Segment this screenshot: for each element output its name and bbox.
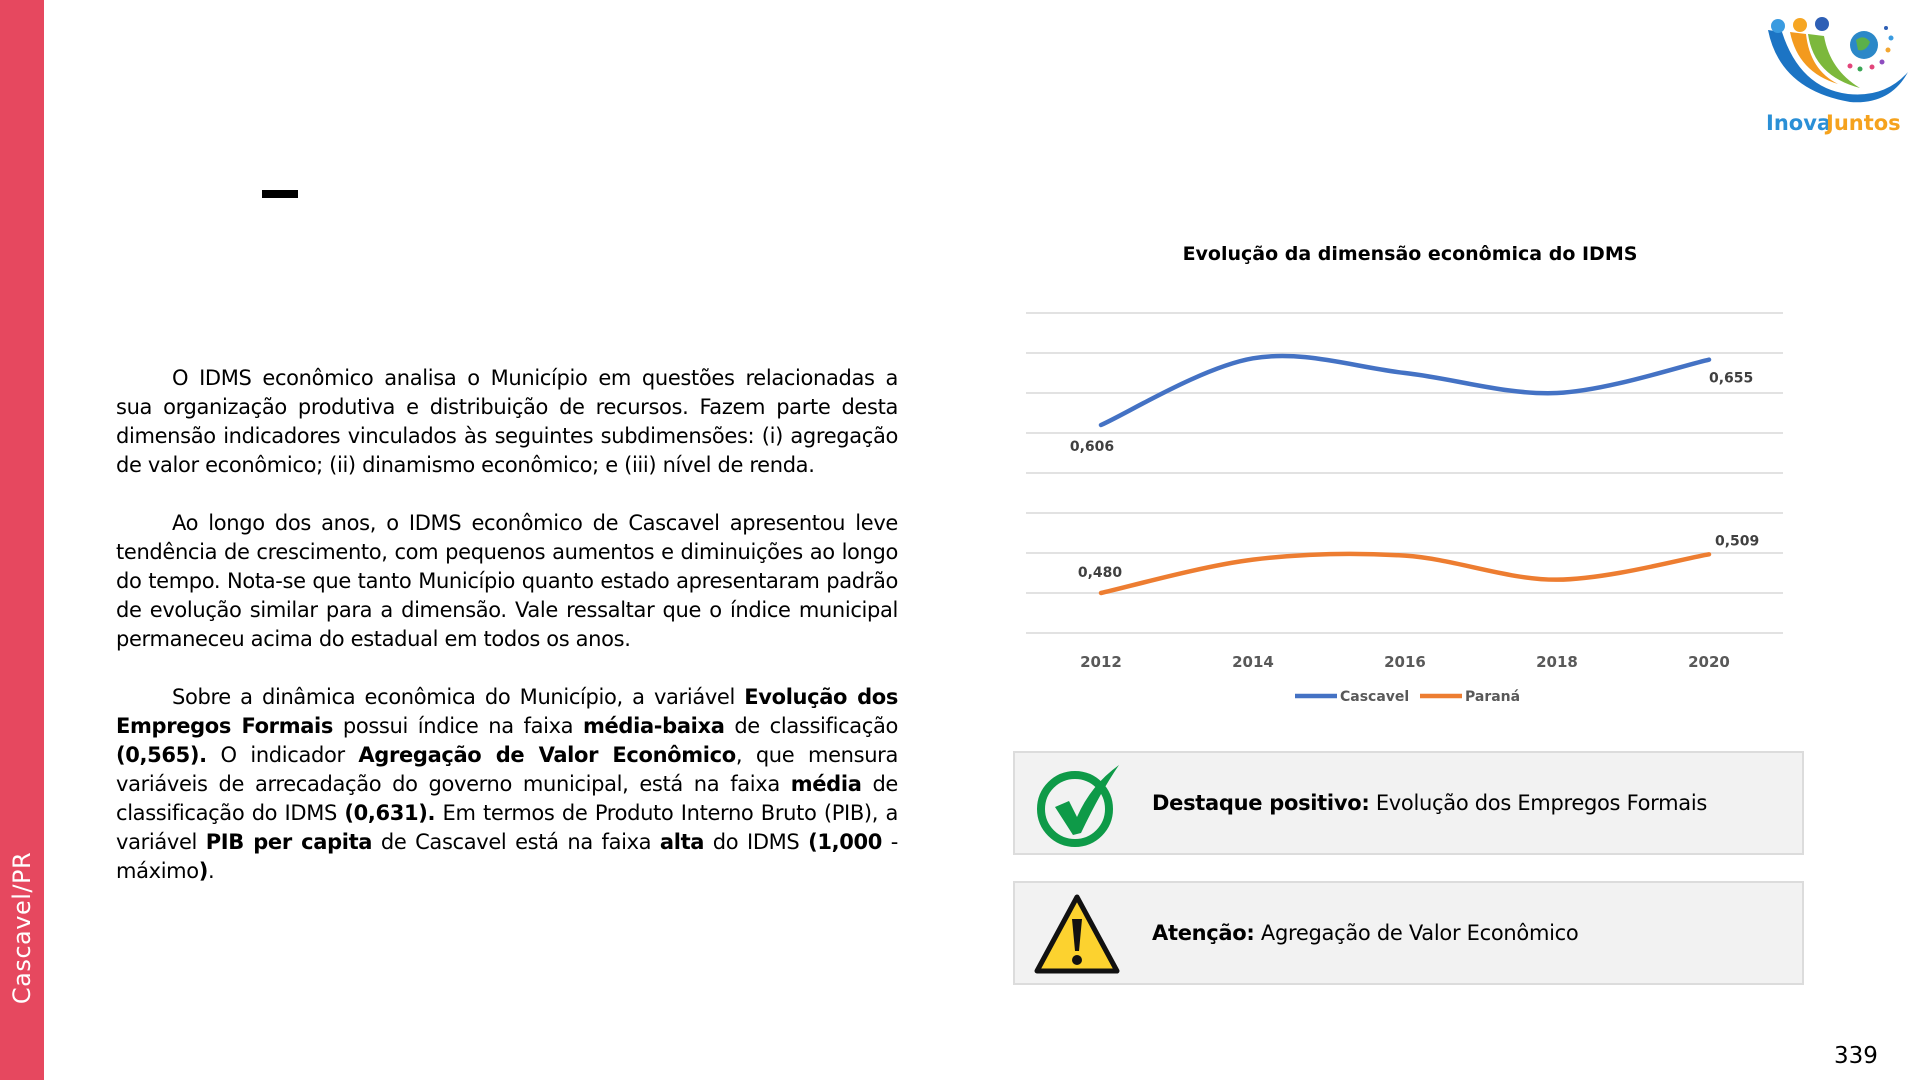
legend-label: Cascavel [1340, 689, 1410, 705]
highlight-attention-box [1013, 881, 1804, 985]
idms-economic-chart [1020, 225, 1820, 725]
data-label: 0,606 [1069, 439, 1115, 455]
legend-label: Paraná [1465, 689, 1521, 705]
highlight-positive-label: Destaque positivo: [1152, 791, 1370, 815]
text-run: . [208, 859, 215, 883]
text-run: de classificação do IDMS [116, 772, 898, 825]
bold-run: (1,000 [808, 830, 883, 854]
title-dash [262, 190, 298, 198]
series-line-cascavel [1101, 356, 1709, 425]
logo-wordmark-inova: Inova [1766, 111, 1832, 135]
paragraph-2: Ao longo dos anos, o IDMS econômico de Cascavel apresentou leve tendência de crescimento, com pequenos aumentos e diminuições ao longo do tempo. Nota-se que tanto Município quanto estado apresentaram padrão de evolução similar para a dimensão. Vale ressaltar que o índice municipal permaneceu acima do estadual em todos os anos. [116, 511, 898, 651]
text-run: de classificação [724, 714, 899, 738]
text-run: - máximo [116, 830, 899, 883]
highlight-positive-box [1013, 751, 1804, 855]
sidebar-location-label: Cascavel/PR [8, 851, 36, 1005]
highlight-positive-text [1152, 791, 1707, 815]
data-label: 0,655 [1709, 370, 1754, 387]
chart-x-ticks [1080, 653, 1730, 671]
bold-run: (0,565). [116, 743, 207, 767]
body-text [116, 364, 898, 915]
bold-run: PIB per capita [205, 830, 373, 854]
bold-run: média-baixa [583, 714, 725, 738]
text-run: do IDMS [704, 830, 809, 854]
bold-run: (0,631). [344, 801, 436, 825]
highlight-positive-value: Evolução dos Empregos Formais [1369, 791, 1708, 815]
x-tick-label: 2018 [1536, 653, 1578, 671]
series-line-paran [1101, 554, 1709, 593]
logo-wordmark-juntos: Juntos [1826, 111, 1901, 135]
text-run: de Cascavel está na faixa [372, 830, 660, 854]
highlight-attention-text [1152, 921, 1578, 945]
warning-triangle-icon [1033, 891, 1121, 979]
x-tick-label: 2016 [1384, 653, 1426, 671]
text-run: Sobre a dinâmica econômica do Município, a variável [172, 685, 745, 709]
text-run: possui índice na faixa [333, 714, 583, 738]
highlight-attention-label: Atenção: [1152, 921, 1255, 945]
bold-run: Agregação de Valor Econômico [358, 743, 736, 767]
x-tick-label: 2012 [1080, 653, 1122, 671]
chart-title: Evolução da dimensão econômica do IDMS [1182, 243, 1638, 265]
bold-run: ) [198, 859, 209, 883]
bold-run: Evolução dos Empregos Formais [116, 685, 898, 738]
chart-series [1101, 356, 1709, 593]
chart-legend [1295, 689, 1520, 705]
bold-run: alta [659, 830, 705, 854]
chart-data-labels [1070, 371, 1759, 581]
data-label: 0,509 [1715, 533, 1760, 550]
check-circle-icon [1033, 761, 1121, 849]
x-tick-label: 2014 [1232, 653, 1274, 671]
text-run: , que mensura variáveis de arrecadação do governo municipal, está na faixa [116, 743, 898, 796]
sidebar-band [0, 0, 44, 1080]
data-label: 0,480 [1077, 565, 1123, 581]
bold-run: média [790, 772, 862, 796]
x-tick-label: 2020 [1688, 653, 1730, 671]
paragraph-3 [116, 683, 898, 886]
inova-juntos-logo [1760, 10, 1915, 135]
page-number: 339 [1834, 1043, 1878, 1069]
paragraph-1: O IDMS econômico analisa o Município em questões relacionadas a sua organização produtiva e distribuição de recursos. Fazem parte desta dimensão indicadores vinculados às seguintes subdimensões: (i) agregação de valor econômico; (ii) dinamismo econômico; e (iii) nível de renda. [116, 366, 898, 477]
text-run: Em termos de Produto Interno Bruto (PIB), a variável [116, 801, 898, 854]
text-run: O indicador [206, 743, 359, 767]
highlight-attention-value: Agregação de Valor Econômico [1254, 921, 1579, 945]
